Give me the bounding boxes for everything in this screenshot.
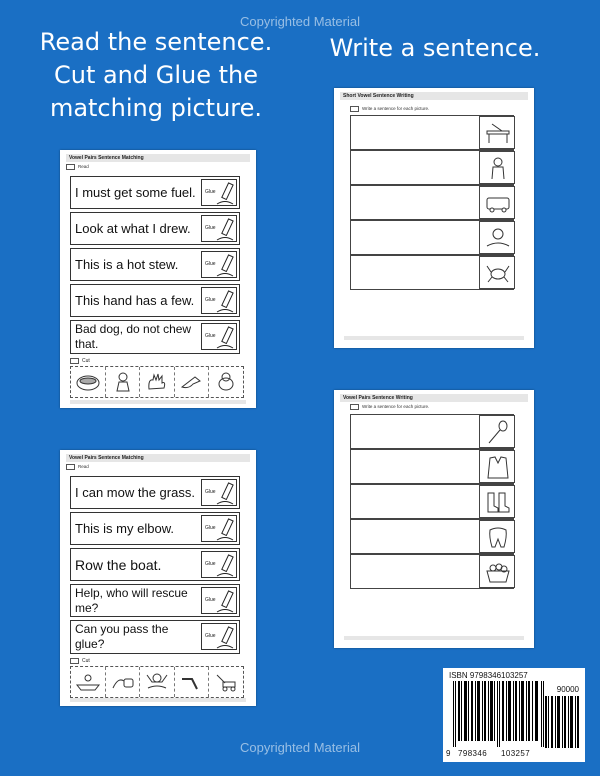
desk-icon	[479, 116, 515, 149]
glue-box: Glue	[201, 551, 237, 578]
writing-row	[350, 414, 514, 449]
sentence-text: Help, who will rescue me?	[75, 585, 188, 615]
stew-pot-icon	[71, 367, 106, 397]
otter-icon	[479, 221, 515, 254]
tooth-icon	[479, 520, 515, 553]
sentence-row	[70, 248, 240, 281]
matching-worksheet-1	[60, 150, 256, 408]
sentence-row	[70, 176, 240, 209]
glue-box: Glue	[201, 587, 237, 614]
writing-row	[350, 519, 514, 554]
glue-box: Glue	[201, 215, 237, 242]
heading-left	[36, 26, 276, 125]
worksheet-title: Vowel Pairs Sentence Writing	[340, 394, 528, 402]
writing-worksheet-1	[334, 88, 534, 348]
sentence-text: This is a hot stew.	[75, 256, 179, 272]
glue-stick-icon	[215, 518, 235, 542]
spoon-icon	[479, 415, 515, 448]
worksheet-title: Short Vowel Sentence Writing	[340, 92, 528, 100]
barcode-digits-group-2: 103257	[501, 749, 531, 758]
sentence-row	[70, 620, 240, 654]
worksheet-footer	[344, 336, 524, 340]
glue-box: Glue	[201, 179, 237, 206]
sentence-text: I must get some fuel.	[75, 184, 196, 200]
man-icon	[479, 151, 515, 184]
sentence-text: Row the boat.	[75, 556, 162, 573]
glue-stick-icon	[215, 482, 235, 506]
heading-right: Write a sentence.	[329, 34, 541, 62]
glue-box: Glue	[201, 515, 237, 542]
person-drawing-icon	[106, 367, 141, 397]
heading-left-line-1: Read the sentence.	[39, 28, 273, 56]
worksheet-footer	[70, 698, 246, 702]
cut-instruction: Cut	[70, 657, 90, 665]
writing-row	[350, 220, 514, 255]
watermark-top: Copyrighted Material	[240, 14, 360, 29]
sentence-row	[70, 584, 240, 617]
heading-left-line-2: Cut and Glue the	[53, 61, 259, 89]
writing-row	[350, 554, 514, 589]
watermark-bottom: Copyrighted Material	[240, 740, 360, 755]
glue-box: Glue	[201, 323, 237, 350]
writing-worksheet-2	[334, 390, 534, 648]
cut-instruction: Cut	[70, 357, 90, 365]
writing-row	[350, 185, 514, 220]
sentence-row	[70, 548, 240, 581]
heading-left-line-3: matching picture.	[49, 94, 263, 122]
glue-stick-icon	[215, 554, 235, 578]
glue-box: Glue	[201, 479, 237, 506]
sentence-row	[70, 476, 240, 509]
write-instruction: Write a sentence for each picture.	[350, 106, 429, 112]
dog-icon	[209, 367, 243, 397]
sentence-text: Look at what I drew.	[75, 220, 191, 236]
worksheet-title: Vowel Pairs Sentence Matching	[66, 454, 250, 462]
sentence-text: This hand has a few.	[75, 292, 195, 308]
sentence-text: This is my elbow.	[75, 520, 174, 536]
arm-elbow-icon	[175, 667, 210, 697]
writing-row	[350, 115, 514, 150]
hand-icon	[140, 367, 175, 397]
writing-row	[350, 255, 514, 290]
swimmer-icon	[140, 667, 175, 697]
fuel-nozzle-icon	[175, 367, 210, 397]
sentence-row	[70, 320, 240, 354]
main-barcode-bars	[453, 681, 545, 747]
glue-box: Glue	[201, 287, 237, 314]
barcode-digit-lead: 9	[446, 749, 451, 758]
glue-stick-icon	[215, 218, 235, 242]
cut-picture-strip	[70, 666, 244, 698]
glue-stick-icon	[215, 182, 235, 206]
write-instruction: Write a sentence for each picture.	[350, 404, 429, 410]
writing-row	[350, 150, 514, 185]
glue-bottle-icon	[106, 667, 141, 697]
glue-stick-icon	[215, 290, 235, 314]
matching-worksheet-2	[60, 450, 256, 706]
worksheet-title: Vowel Pairs Sentence Matching	[66, 154, 250, 162]
suit-icon	[479, 450, 515, 483]
glue-stick-icon	[215, 590, 235, 614]
read-instruction: Read	[66, 164, 89, 170]
sentence-row	[70, 212, 240, 245]
sentence-row	[70, 512, 240, 545]
glue-box: Glue	[201, 251, 237, 278]
glue-stick-icon	[215, 626, 235, 650]
read-instruction: Read	[66, 464, 89, 470]
isbn-text: ISBN 9798346103257	[449, 671, 528, 680]
writing-row	[350, 449, 514, 484]
sentence-text: Can you pass the glue?	[75, 622, 169, 651]
boots-icon	[479, 485, 515, 518]
writing-row	[350, 484, 514, 519]
fruit-basket-icon	[479, 555, 515, 588]
worksheet-footer	[344, 636, 524, 640]
crab-icon	[479, 256, 515, 289]
bus-icon	[479, 186, 515, 219]
sentence-row	[70, 284, 240, 317]
glue-box: Glue	[201, 623, 237, 650]
barcode-digits-group-1: 798346	[458, 749, 488, 758]
lawn-mower-icon	[209, 667, 243, 697]
price-code: 90000	[556, 685, 579, 694]
sentence-text: Bad dog, do not chew that.	[75, 322, 192, 351]
price-barcode-bars	[545, 696, 579, 748]
sentence-text: I can mow the grass.	[75, 484, 195, 500]
glue-stick-icon	[215, 326, 235, 350]
glue-stick-icon	[215, 254, 235, 278]
cut-picture-strip	[70, 366, 244, 398]
worksheet-footer	[70, 400, 246, 404]
rowboat-icon	[71, 667, 106, 697]
isbn-barcode	[443, 668, 585, 762]
